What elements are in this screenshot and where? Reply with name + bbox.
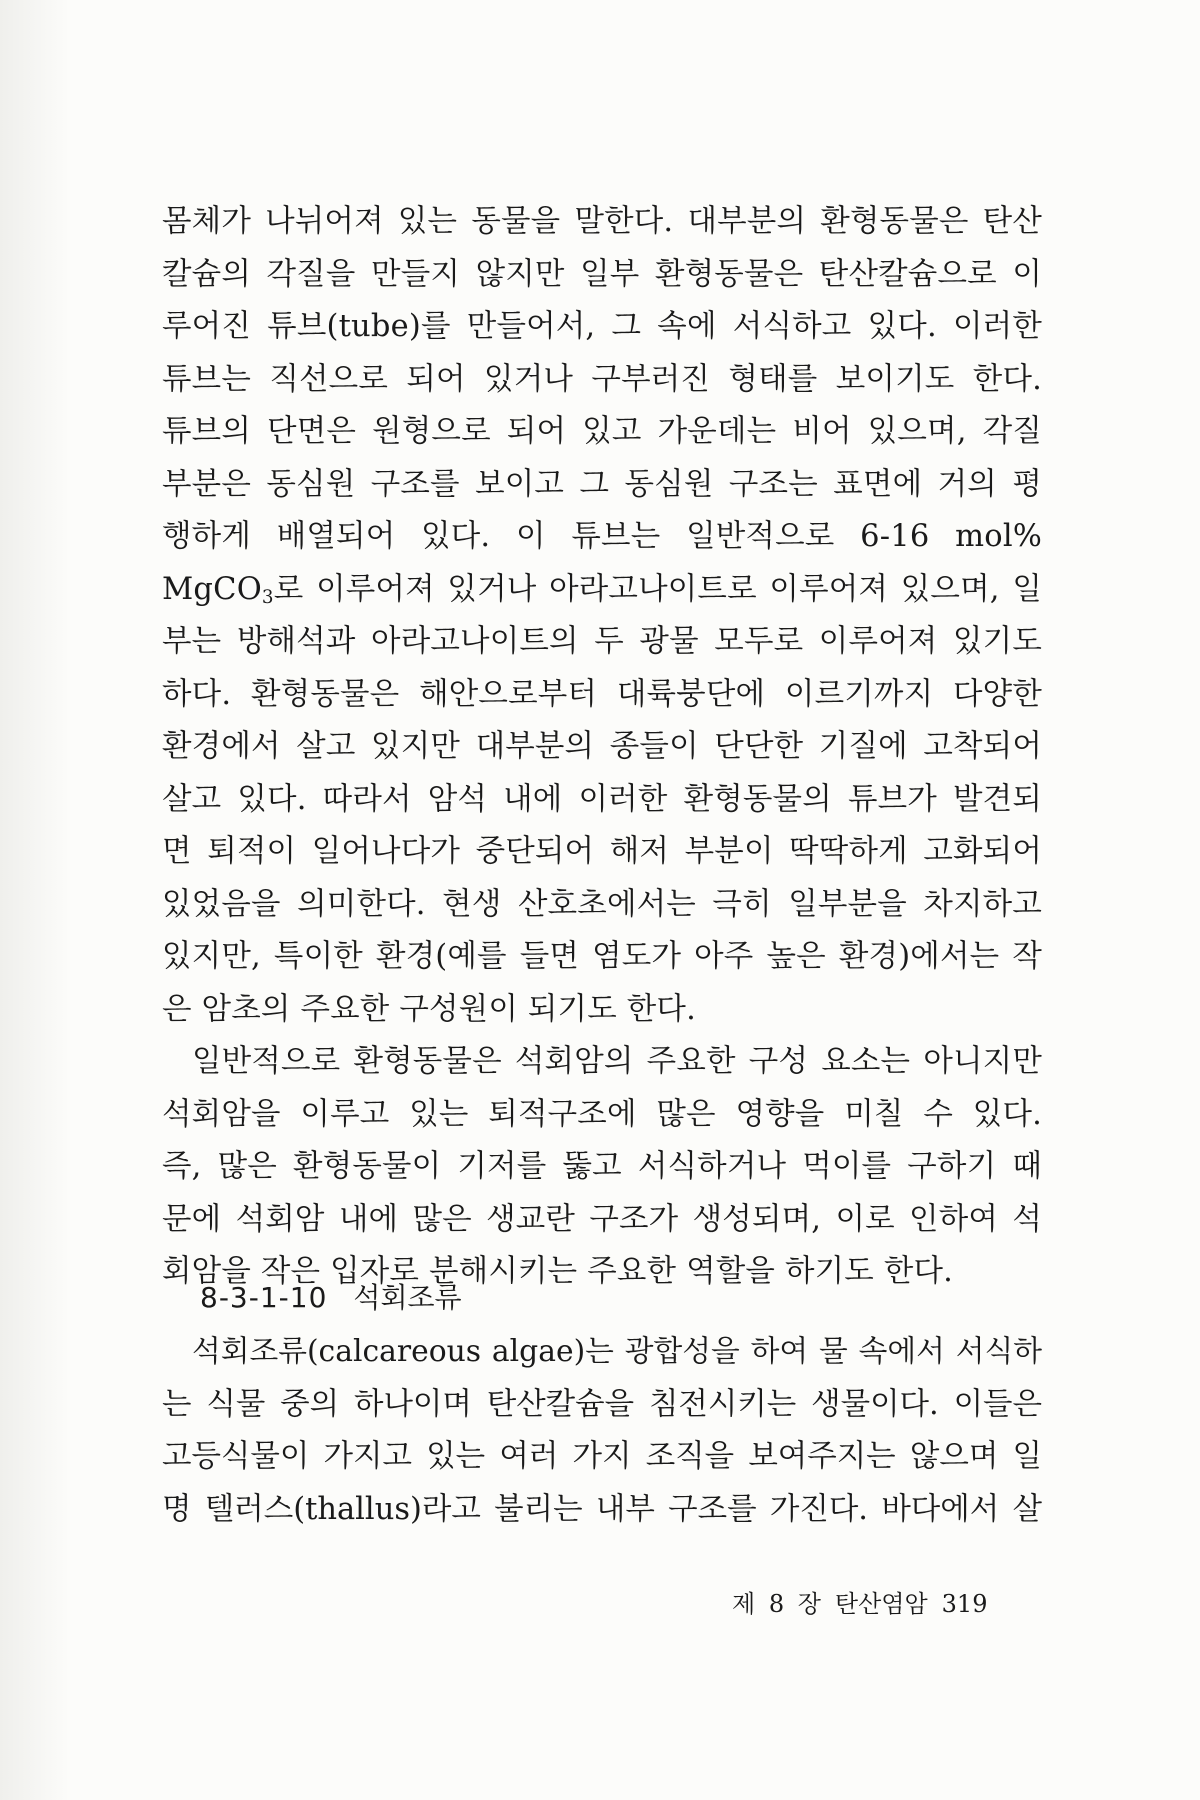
text-line: 은 암초의 주요한 구성원이 되기도 한다. (162, 991, 696, 1027)
text-line: 문에 석회암 내에 많은 생교란 구조가 생성되며, 이로 인하여 석 (162, 1201, 1042, 1237)
page-footer (732, 1588, 987, 1620)
text-line: 몸체가 나뉘어져 있는 동물을 말한다. 대부분의 환형동물은 탄산 (162, 204, 1042, 239)
section-title: 석회조류 (353, 1281, 462, 1314)
formula-rest: 로 이루어져 있거나 아라고나이트로 이루어져 있으며, 일 (273, 571, 1042, 607)
page-gutter-shadow (0, 0, 70, 1800)
text-line: 부분은 동심원 구조를 보이고 그 동심원 구조는 표면에 거의 평 (162, 466, 1042, 502)
footer-chapter-title: 탄산염암 (834, 1590, 928, 1618)
text-line: 있었음을 의미한다. 현생 산호초에서는 극히 일부분을 차지하고 (162, 886, 1042, 922)
text-line: 회암을 작은 입자로 분해시키는 주요한 역할을 하기도 한다. (162, 1254, 954, 1289)
page-number: 319 (941, 1590, 988, 1618)
text-line: 살고 있다. 따라서 암석 내에 이러한 환형동물의 튜브가 발견되 (162, 781, 1042, 817)
formula-subscript: 3 (261, 586, 274, 608)
text-line: 석회조류(calcareous algae)는 광합성을 하여 물 속에서 서식하 (192, 1334, 1042, 1369)
text-line: 는 식물 중의 하나이며 탄산칼슘을 침전시키는 생물이다. 이들은 (162, 1386, 1042, 1422)
text-line: 석회암을 이루고 있는 퇴적구조에 많은 영향을 미칠 수 있다. (162, 1096, 1042, 1132)
text-line: 명 텔러스(thallus)라고 불리는 내부 구조를 가진다. 바다에서 살 (162, 1491, 1042, 1527)
paragraph-calcareous-algae (162, 1326, 1042, 1536)
text-line: 루어진 튜브(tube)를 만들어서, 그 속에 서식하고 있다. 이러한 (162, 309, 1042, 344)
text-line: 즉, 많은 환형동물이 기저를 뚫고 서식하거나 먹이를 구하기 때 (162, 1149, 1042, 1184)
text-line: 있지만, 특이한 환경(예를 들면 염도가 아주 높은 환경)에서는 작 (162, 939, 1042, 974)
text-line: 하다. 환형동물은 해안으로부터 대륙붕단에 이르기까지 다양한 (162, 676, 1042, 712)
text-line: 튜브의 단면은 원형으로 되어 있고 가운데는 비어 있으며, 각질 (162, 414, 1042, 449)
text-line: 부는 방해석과 아라고나이트의 두 광물 모두로 이루어져 있기도 (162, 624, 1042, 659)
text-line: 칼슘의 각질을 만들지 않지만 일부 환형동물은 탄산칼슘으로 이 (162, 256, 1042, 292)
section-number: 8-3-1-10 (200, 1281, 328, 1314)
text-line: 일반적으로 환형동물은 석회암의 주요한 구성 요소는 아니지만 (192, 1044, 1042, 1079)
text-line: 행하게 배열되어 있다. 이 튜브는 일반적으로 6-16 mol% (162, 519, 1042, 554)
text-line: 고등식물이 가지고 있는 여러 가지 조직을 보여주지는 않으며 일 (162, 1439, 1042, 1474)
formula-base: MgCO (162, 571, 262, 607)
text-line: 튜브는 직선으로 되어 있거나 구부러진 형태를 보이기도 한다. (162, 361, 1042, 397)
footer-chapter: 제 8 장 (732, 1590, 821, 1618)
text-line-formula (162, 564, 1042, 617)
text-line: 환경에서 살고 있지만 대부분의 종들이 단단한 기질에 고착되어 (162, 729, 1042, 764)
body-text-lower (162, 1326, 1042, 1536)
body-text-upper (162, 196, 1042, 1299)
paragraph-annelid-influence (162, 1036, 1042, 1299)
paragraph-annelid-tubes (162, 196, 1042, 1036)
text-line: 면 퇴적이 일어나다가 중단되어 해저 부분이 딱딱하게 고화되어 (162, 834, 1042, 869)
section-heading (200, 1278, 462, 1318)
